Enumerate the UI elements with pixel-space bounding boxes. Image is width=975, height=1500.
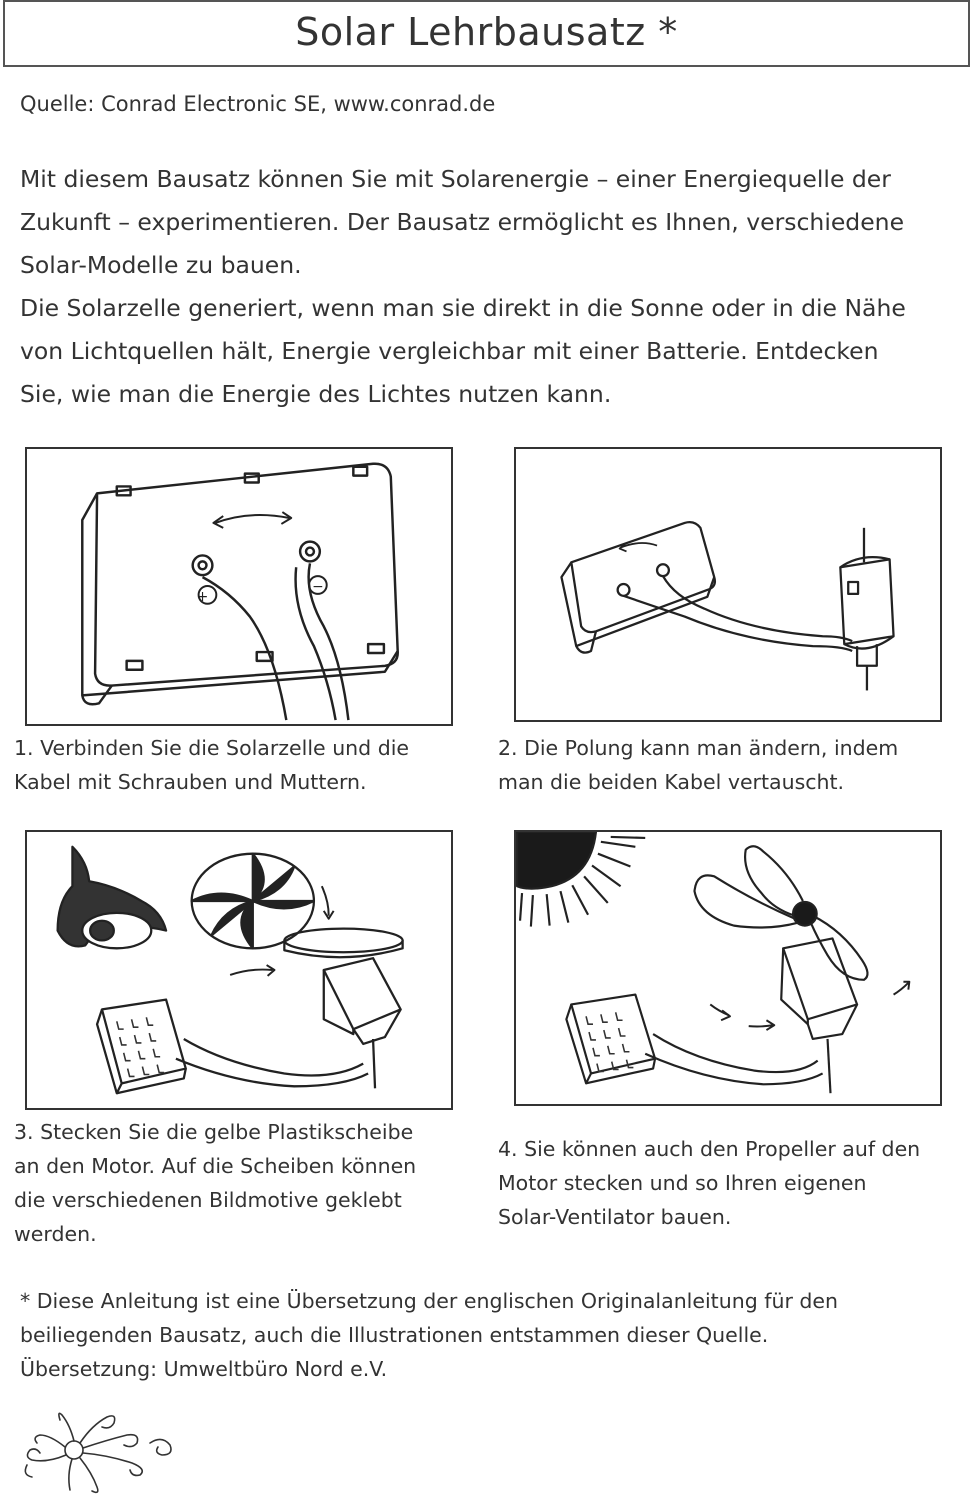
- caption-line: 4. Sie können auch den Propeller auf den: [498, 1137, 921, 1161]
- caption-line: Motor stecken und so Ihren eigenen: [498, 1171, 867, 1195]
- solar-motor-illustration: [516, 449, 940, 720]
- fan-motor-illustration: [516, 832, 940, 1104]
- disc-motor-illustration: [27, 832, 451, 1108]
- intro-line: Mit diesem Bausatz können Sie mit Solarenergie – einer Energiequelle der: [20, 165, 891, 193]
- intro-line: Sie, wie man die Energie des Lichtes nutzen kann.: [20, 380, 612, 408]
- title-box: [3, 0, 970, 67]
- intro-line: Solar-Modelle zu bauen.: [20, 251, 302, 279]
- solar-cell-illustration: [27, 449, 451, 724]
- illustration-step-4: [514, 830, 942, 1106]
- sun-spiral-logo-icon: [22, 1405, 182, 1495]
- minus-sign: −: [312, 578, 324, 595]
- caption-line: 3. Stecken Sie die gelbe Plastikscheibe: [14, 1120, 414, 1144]
- plus-sign: +: [196, 588, 209, 605]
- intro-paragraph: [20, 158, 960, 416]
- caption-line: man die beiden Kabel vertauscht.: [498, 770, 845, 794]
- caption-line: 1. Verbinden Sie die Solarzelle und die: [14, 736, 410, 760]
- caption-step-3: [14, 1115, 484, 1251]
- caption-line: die verschiedenen Bildmotive geklebt: [14, 1188, 402, 1212]
- footnote-line: Übersetzung: Umweltbüro Nord e.V.: [20, 1357, 388, 1381]
- caption-line: 2. Die Polung kann man ändern, indem: [498, 736, 899, 760]
- caption-step-1: [14, 731, 484, 799]
- source-line: Quelle: Conrad Electronic SE, www.conrad.de: [20, 92, 496, 116]
- illustration-step-1: [25, 447, 453, 726]
- footnote-line: beiliegenden Bausatz, auch die Illustrationen entstammen dieser Quelle.: [20, 1323, 769, 1347]
- caption-line: Kabel mit Schrauben und Muttern.: [14, 770, 367, 794]
- footnote-line: * Diese Anleitung ist eine Übersetzung der englischen Originalanleitung für den: [20, 1289, 839, 1313]
- intro-line: Zukunft – experimentieren. Der Bausatz ermöglicht es Ihnen, verschiedene: [20, 208, 905, 236]
- caption-line: an den Motor. Auf die Scheiben können: [14, 1154, 417, 1178]
- illustration-step-2: [514, 447, 942, 722]
- caption-step-2: [498, 731, 968, 799]
- illustration-step-3: [25, 830, 453, 1110]
- intro-line: Die Solarzelle generiert, wenn man sie direkt in die Sonne oder in die Nähe: [20, 294, 906, 322]
- intro-line: von Lichtquellen hält, Energie vergleichbar mit einer Batterie. Entdecken: [20, 337, 879, 365]
- footnote: [20, 1284, 965, 1386]
- page-title: Solar Lehrbausatz *: [295, 10, 678, 54]
- caption-line: werden.: [14, 1222, 97, 1246]
- caption-line: Solar-Ventilator bauen.: [498, 1205, 732, 1229]
- caption-step-4: [498, 1132, 968, 1234]
